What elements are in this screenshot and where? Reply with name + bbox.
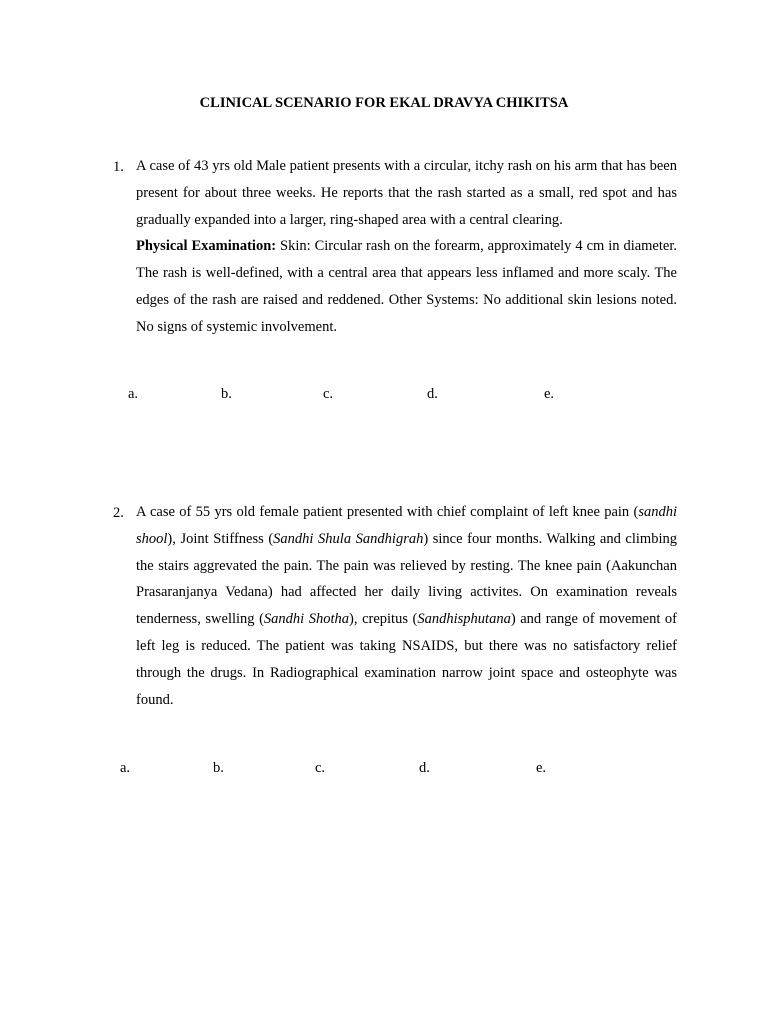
scenario-2-option-b: b. bbox=[213, 760, 224, 776]
scenario-1-option-d: d. bbox=[427, 386, 438, 402]
examination-text: Skin: Circular rash on the forearm, approximately 4 cm in diameter. The rash is well-defined, with a central area that appears less inflamed and more scaly. The edges of the rash are raised and reddened. Other Systems: No additional skin lesions noted. No signs of systemic involvement. bbox=[136, 238, 677, 335]
scenario-2-history bbox=[136, 499, 677, 713]
history-text: ), Joint Stiffness ( bbox=[167, 530, 274, 547]
scenario-1-option-a: a. bbox=[128, 386, 139, 402]
term-sandhi-shool: sandhi shool bbox=[136, 504, 677, 547]
history-text: ), crepitus ( bbox=[349, 611, 418, 628]
scenario-1-number: 1. bbox=[113, 159, 124, 175]
scenario-1-option-c: c. bbox=[323, 386, 334, 402]
scenario-1-option-b: b. bbox=[221, 386, 232, 402]
scenario-1-examination bbox=[136, 233, 677, 340]
scenario-1-body bbox=[136, 153, 677, 341]
term-sandhi-shula-sandhigrah: Sandhi Shula Sandhigrah bbox=[273, 530, 424, 547]
scenario-2-number: 2. bbox=[113, 505, 124, 521]
scenario-2-option-a: a. bbox=[120, 760, 131, 776]
term-sandhisphutana: Sandhisphutana bbox=[417, 611, 511, 628]
history-text: A case of 55 yrs old female patient presented with chief complaint of left knee pain ( bbox=[136, 504, 639, 520]
history-text: ) and range of movement of left leg is reduced. The patient was taking NSAIDS, but there was no satisfactory relief through the drugs. In Radiographical examination narrow joint space and osteophyte was found. bbox=[136, 611, 677, 708]
scenario-1-option-e: e. bbox=[544, 386, 555, 402]
examination-label: Physical Examination: bbox=[136, 238, 277, 255]
scenario-2-option-c: c. bbox=[315, 760, 326, 776]
page-title: CLINICAL SCENARIO FOR EKAL DRAVYA CHIKITSA bbox=[199, 95, 569, 111]
scenario-2-option-d: d. bbox=[419, 760, 430, 776]
term-sandhi-shotha: Sandhi Shotha bbox=[263, 611, 350, 628]
scenario-2-body bbox=[136, 499, 677, 713]
history-text: ) since four months. Walking and climbing the stairs aggrevated the pain. The pain was relieved by resting. The knee pain (Aakunchan Prasaranjanya Vedana) had affected her daily living activites. On examination reveals tenderness, swelling ( bbox=[136, 530, 677, 628]
scenario-1-history: A case of 43 yrs old Male patient presents with a circular, itchy rash on his arm that has been present for about three weeks. He reports that the rash started as a small, red spot and has gradually expanded into a larger, ring-shaped area with a central clearing. bbox=[136, 158, 677, 228]
scenario-2-option-e: e. bbox=[536, 760, 547, 776]
